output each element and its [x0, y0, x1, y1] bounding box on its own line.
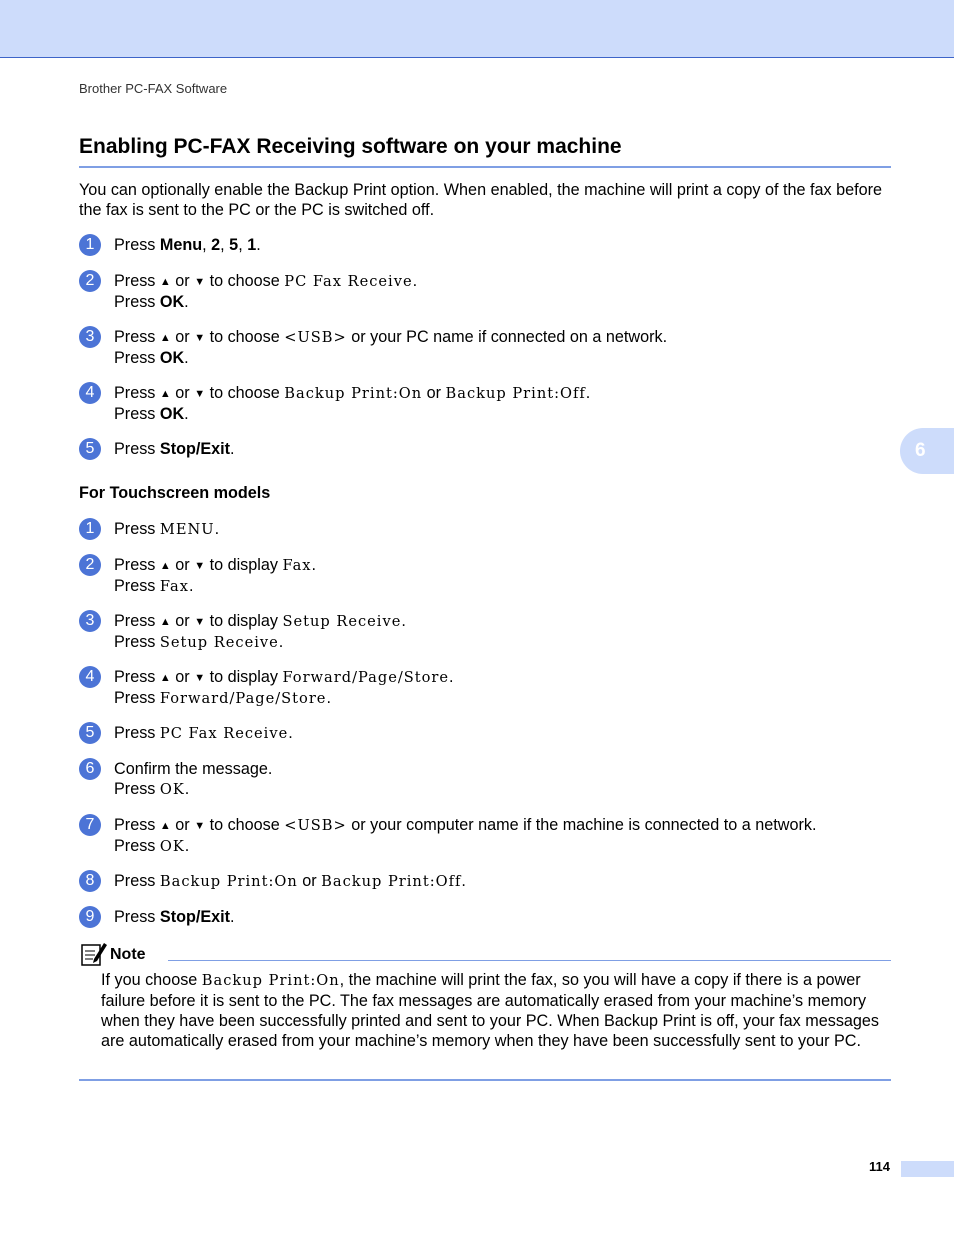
step-text: Press MENU. [114, 520, 220, 538]
up-arrow-icon: ▲ [159, 560, 171, 572]
step-text: Confirm the message. Press OK. [114, 760, 273, 798]
step-text: Press ▲ or ▼ to choose Backup Print:On or Backup Print:Off. Press OK. [114, 384, 591, 423]
step-number: 5 [79, 438, 101, 460]
step-number: 3 [79, 326, 101, 348]
step-text: Press Stop/Exit. [114, 908, 235, 926]
step-number: 4 [79, 666, 101, 688]
up-arrow-icon: ▲ [159, 616, 171, 628]
step-number: 9 [79, 906, 101, 928]
step-number: 2 [79, 554, 101, 576]
running-header: Brother PC-FAX Software [79, 81, 228, 96]
step-number: 6 [79, 758, 101, 780]
note-divider [168, 960, 891, 961]
step-text: Press ▲ or ▼ to choose PC Fax Receive. Press OK. [114, 272, 418, 311]
top-banner [0, 0, 954, 58]
note-body: If you choose Backup Print:On, the machine will print the fax, so you will have a copy if there is a power failure before it is sent to the PC. The fax messages are automatically erased from your machine’s memory when they have been successfully printed and sent to your PC. When Backup Print is off, your fax messages are automatically erased from your machine’s memory when they have been successfully sent to your PC. [101, 971, 880, 1050]
step-text: Press ▲ or ▼ to choose <USB> or your PC name if connected on a network. Press OK. [114, 328, 668, 367]
step-number: 3 [79, 610, 101, 632]
step-number: 1 [79, 234, 101, 256]
title-underline [79, 166, 891, 168]
note-bottom-rule [79, 1079, 891, 1081]
down-arrow-icon: ▼ [194, 560, 206, 572]
up-arrow-icon: ▲ [159, 388, 171, 400]
step-number: 5 [79, 722, 101, 744]
page-number: 114 [869, 1159, 890, 1174]
down-arrow-icon: ▼ [194, 616, 206, 628]
step-number: 1 [79, 518, 101, 540]
step-number: 4 [79, 382, 101, 404]
step-number: 2 [79, 270, 101, 292]
up-arrow-icon: ▲ [159, 332, 171, 344]
up-arrow-icon: ▲ [159, 276, 171, 288]
up-arrow-icon: ▲ [159, 820, 171, 832]
down-arrow-icon: ▼ [194, 820, 206, 832]
down-arrow-icon: ▼ [194, 276, 206, 288]
step-text: Press ▲ or ▼ to choose <USB> or your computer name if the machine is connected to a network. Press OK. [114, 816, 817, 855]
step-text: Press ▲ or ▼ to display Fax. Press Fax. [114, 556, 317, 595]
intro-paragraph: You can optionally enable the Backup Print option. When enabled, the machine will print a copy of the fax before the fax is sent to the PC or the PC is switched off. [79, 181, 882, 219]
down-arrow-icon: ▼ [194, 332, 206, 344]
section-heading: For Touchscreen models [79, 484, 271, 502]
down-arrow-icon: ▼ [194, 672, 206, 684]
page-title: Enabling PC-FAX Receiving software on your machine [79, 135, 622, 158]
step-number: 7 [79, 814, 101, 836]
note-label: Note [110, 946, 146, 963]
step-number: 8 [79, 870, 101, 892]
chapter-tab: 6 [900, 428, 954, 474]
page-tab [901, 1161, 954, 1177]
down-arrow-icon: ▼ [194, 388, 206, 400]
step-text: Press ▲ or ▼ to display Forward/Page/Store. Press Forward/Page/Store. [114, 668, 454, 707]
step-text: Press Backup Print:On or Backup Print:Off. [114, 872, 466, 890]
step-text: Press Menu, 2, 5, 1. [114, 236, 261, 254]
step-text: Press PC Fax Receive. [114, 724, 293, 742]
step-text: Press Stop/Exit. [114, 440, 235, 458]
up-arrow-icon: ▲ [159, 672, 171, 684]
step-text: Press ▲ or ▼ to display Setup Receive. Press Setup Receive. [114, 612, 406, 651]
note-pencil-icon [80, 939, 108, 967]
